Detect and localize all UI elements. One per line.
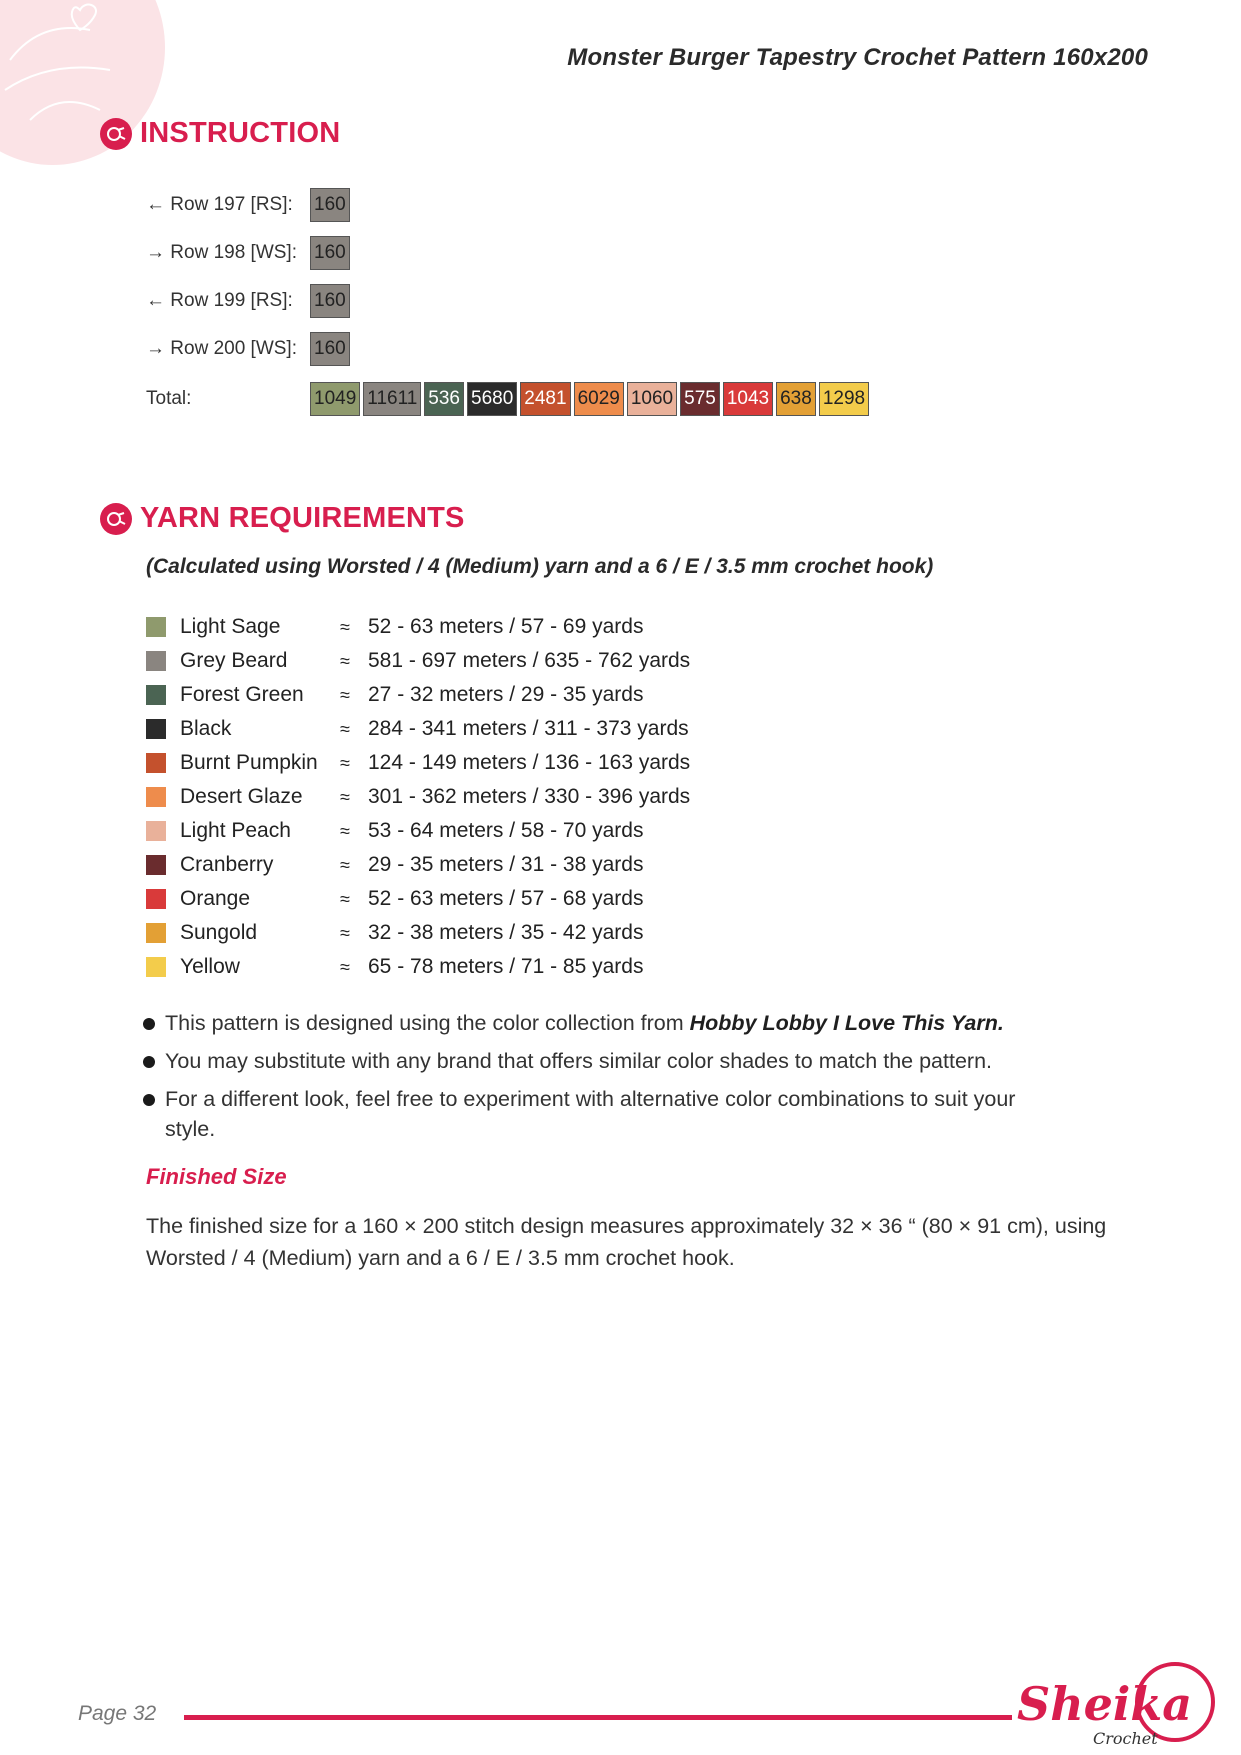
page-number: Page 32 <box>78 1702 157 1725</box>
yarn-amount: 52 - 63 meters / 57 - 69 yards <box>368 615 644 638</box>
yarn-amount: 284 - 341 meters / 311 - 373 yards <box>368 717 689 740</box>
approx-symbol: ≈ <box>340 956 350 977</box>
yarn-name: Sungold <box>180 921 258 944</box>
bullet-dot-icon <box>143 1094 155 1106</box>
yarn-item <box>146 746 690 780</box>
yarn-item <box>146 644 690 678</box>
total-count-cell: 6029 <box>574 382 624 416</box>
yarn-badge-icon <box>100 503 132 535</box>
stitch-count-cell: 160 <box>310 236 350 270</box>
instruction-row <box>146 236 353 270</box>
total-count-cell: 575 <box>680 382 720 416</box>
stitch-count-cell: 160 <box>310 284 350 318</box>
yarn-list <box>146 610 690 984</box>
yarn-item <box>146 610 690 644</box>
document-title: Monster Burger Tapestry Crochet Pattern 160x200 <box>567 44 1148 71</box>
finished-size-heading: Finished Size <box>146 1164 287 1189</box>
yarn-name: Forest Green <box>180 683 304 706</box>
yarn-subtitle: (Calculated using Worsted / 4 (Medium) yarn and a 6 / E / 3.5 mm crochet hook) <box>146 555 934 578</box>
color-swatch <box>146 651 166 671</box>
yarn-name: Yellow <box>180 955 240 978</box>
yarn-name: Grey Beard <box>180 649 288 672</box>
instruction-row <box>146 284 353 318</box>
total-count-cell: 1298 <box>819 382 869 416</box>
row-label: → Row 198 [WS]: <box>146 242 297 263</box>
approx-symbol: ≈ <box>340 888 350 909</box>
yarn-item <box>146 780 690 814</box>
yarn-amount: 29 - 35 meters / 31 - 38 yards <box>368 853 644 876</box>
note-text: This pattern is designed using the color collection from <box>165 1011 690 1035</box>
yarn-item <box>146 848 690 882</box>
color-swatch <box>146 753 166 773</box>
yarn-name: Light Peach <box>180 819 291 842</box>
note-text: You may substitute with any brand that offers similar color shades to match the pattern. <box>165 1049 992 1073</box>
yarn-name: Black <box>180 717 232 740</box>
footer-divider <box>184 1715 1012 1720</box>
stitch-count-cell: 160 <box>310 332 350 366</box>
total-count-cell: 1043 <box>723 382 773 416</box>
yarn-amount: 301 - 362 meters / 330 - 396 yards <box>368 785 691 808</box>
color-swatch <box>146 923 166 943</box>
approx-symbol: ≈ <box>340 820 350 841</box>
yarn-name: Desert Glaze <box>180 785 303 808</box>
color-swatch <box>146 855 166 875</box>
yarn-requirements-title: YARN REQUIREMENTS <box>140 502 465 534</box>
note-item <box>140 1046 1140 1076</box>
svg-text:Sheika: Sheika <box>1017 1677 1193 1731</box>
total-row <box>146 382 872 416</box>
color-swatch <box>146 787 166 807</box>
finished-size-text: The finished size for a 160 × 200 stitch design measures approximately 32 × 36 “ (80 × 91 cm), using Worsted / 4 (Medium) yarn and a 6 / E / 3.5 mm crochet hook. <box>146 1214 1107 1270</box>
yarn-item <box>146 814 690 848</box>
brand-logo <box>1015 1660 1225 1750</box>
total-count-cell: 5680 <box>467 382 517 416</box>
yarn-amount: 124 - 149 meters / 136 - 163 yards <box>368 751 691 774</box>
yarn-amount: 27 - 32 meters / 29 - 35 yards <box>368 683 644 706</box>
yarn-name: Orange <box>180 887 251 910</box>
yarn-item <box>146 882 690 916</box>
color-swatch <box>146 685 166 705</box>
yarn-badge-icon <box>100 118 132 150</box>
yarn-item <box>146 950 690 984</box>
color-swatch <box>146 617 166 637</box>
approx-symbol: ≈ <box>340 718 350 739</box>
instruction-row <box>146 188 353 222</box>
total-count-cell: 1049 <box>310 382 360 416</box>
yarn-amount: 52 - 63 meters / 57 - 68 yards <box>368 887 644 910</box>
brand-name: Hobby Lobby I Love This Yarn. <box>689 1011 1004 1035</box>
total-count-cell: 11611 <box>363 382 421 416</box>
yarn-name: Cranberry <box>180 853 274 876</box>
row-label: ← Row 199 [RS]: <box>146 290 293 311</box>
color-swatch <box>146 889 166 909</box>
total-count-cell: 638 <box>776 382 816 416</box>
instruction-heading <box>100 117 340 150</box>
yarn-amount: 53 - 64 meters / 58 - 70 yards <box>368 819 644 842</box>
yarn-amount: 581 - 697 meters / 635 - 762 yards <box>368 649 691 672</box>
yarn-item <box>146 712 690 746</box>
stitch-count-cell: 160 <box>310 188 350 222</box>
yarn-amount: 65 - 78 meters / 71 - 85 yards <box>368 955 644 978</box>
color-swatch <box>146 957 166 977</box>
approx-symbol: ≈ <box>340 684 350 705</box>
instruction-title: INSTRUCTION <box>140 117 341 149</box>
yarn-name: Light Sage <box>180 615 281 638</box>
approx-symbol: ≈ <box>340 650 350 671</box>
bullet-dot-icon <box>143 1056 155 1068</box>
row-label: → Row 200 [WS]: <box>146 338 297 359</box>
approx-symbol: ≈ <box>340 616 350 637</box>
total-count-cell: 536 <box>424 382 464 416</box>
yarn-item <box>146 916 690 950</box>
total-label: Total: <box>146 388 192 409</box>
approx-symbol: ≈ <box>340 922 350 943</box>
yarn-amount: 32 - 38 meters / 35 - 42 yards <box>368 921 644 944</box>
color-swatch <box>146 821 166 841</box>
total-count-cell: 1060 <box>627 382 677 416</box>
note-text: For a different look, feel free to experiment with alternative color combinations to suit your style. <box>165 1087 1016 1141</box>
approx-symbol: ≈ <box>340 786 350 807</box>
yarn-item <box>146 678 690 712</box>
instruction-row <box>146 332 353 366</box>
color-swatch <box>146 719 166 739</box>
notes-list <box>140 1008 1140 1152</box>
yarn-name: Burnt Pumpkin <box>180 751 318 774</box>
note-item <box>140 1084 1140 1144</box>
note-item <box>140 1008 1140 1038</box>
approx-symbol: ≈ <box>340 854 350 875</box>
total-count-cell: 2481 <box>520 382 570 416</box>
row-label: ← Row 197 [RS]: <box>146 194 293 215</box>
yarn-requirements-heading <box>100 502 465 535</box>
svg-text:Crochet: Crochet <box>1093 1729 1158 1748</box>
approx-symbol: ≈ <box>340 752 350 773</box>
bullet-dot-icon <box>143 1018 155 1030</box>
